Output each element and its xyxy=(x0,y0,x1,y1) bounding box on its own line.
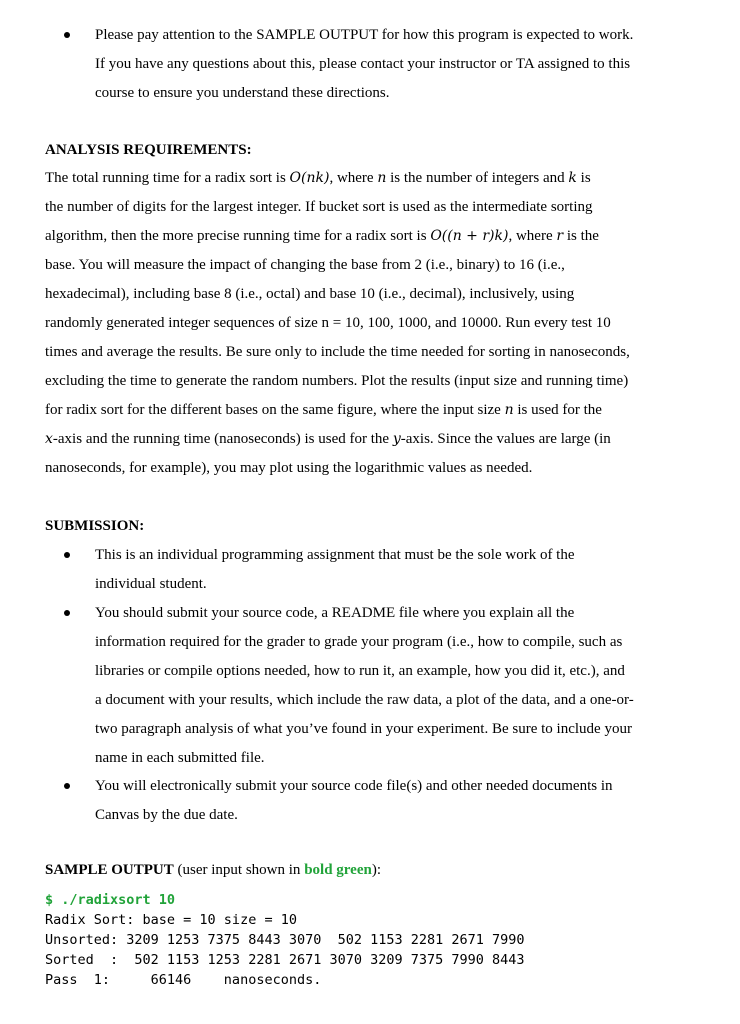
analysis-line: the number of digits for the largest integer. If bucket sort is used as the intermediate sorting xyxy=(45,199,593,215)
text-run: , where xyxy=(329,170,378,186)
intro-line: Please pay attention to the SAMPLE OUTPUT for how this program is expected to work. xyxy=(95,27,634,43)
analysis-line xyxy=(45,425,695,454)
submission-line: two paragraph analysis of what you’ve found in your experiment. Be sure to include your xyxy=(95,721,632,737)
analysis-line: randomly generated integer sequences of size n = 10, 100, 1000, and 10000. Run every test 10 xyxy=(45,315,611,331)
text-run: algorithm, then the more precise running time for a radix sort is xyxy=(45,228,431,244)
submission-line: name in each submitted file. xyxy=(95,750,265,766)
analysis-line: base. You will measure the impact of changing the base from 2 (i.e., binary) to 16 (i.e., xyxy=(45,257,565,273)
bullet-icon xyxy=(64,552,70,558)
sample-terminal-output xyxy=(45,890,525,990)
sample-output-title: SAMPLE OUTPUT xyxy=(45,862,174,878)
submission-line: a document with your results, which include the raw data, a plot of the data, and a one-or- xyxy=(95,692,634,708)
text-run: -axis and the running time (nanoseconds) is used for the xyxy=(52,431,393,447)
submission-line: You will electronically submit your source code file(s) and other needed documents in xyxy=(95,778,613,794)
text-run: ): xyxy=(371,862,382,878)
intro-line: If you have any questions about this, please contact your instructor or TA assigned to this xyxy=(95,56,631,72)
analysis-line: excluding the time to generate the random numbers. Plot the results (input size and running time) xyxy=(45,373,629,389)
sample-output-heading xyxy=(45,856,381,885)
submission-line: libraries or compile options needed, how to run it, an example, how you did it, etc.), and xyxy=(95,663,625,679)
text-run: The total running time for a radix sort is xyxy=(45,170,290,186)
intro-line: course to ensure you understand these directions. xyxy=(95,85,390,101)
analysis-line: hexadecimal), including base 8 (i.e., octal) and base 10 (i.e., decimal), inclusively, using xyxy=(45,286,575,302)
math-expression: y xyxy=(392,431,401,447)
math-expression: O((n + r)k) xyxy=(430,228,509,244)
analysis-paragraph xyxy=(45,164,695,483)
analysis-line xyxy=(45,396,695,425)
math-expression: k xyxy=(568,170,577,186)
submission-heading: SUBMISSION: xyxy=(45,518,145,534)
submission-line: This is an individual programming assignment that must be the sole work of the xyxy=(95,547,575,563)
submission-line: information required for the grader to grade your program (i.e., how to compile, such as xyxy=(95,634,623,650)
text-run: is the number of integers and xyxy=(386,170,569,186)
analysis-heading: ANALYSIS REQUIREMENTS: xyxy=(45,142,252,158)
terminal-line: Pass 1: 66146 nanoseconds. xyxy=(45,972,322,988)
terminal-line: Sorted : 502 1153 1253 2281 2671 3070 3209 7375 7990 8443 xyxy=(45,952,525,968)
math-expression: n xyxy=(377,170,387,186)
text-run: -axis. Since the values are large (in xyxy=(400,431,611,447)
submission-line: You should submit your source code, a README file where you explain all the xyxy=(95,605,575,621)
terminal-line: Radix Sort: base = 10 size = 10 xyxy=(45,912,297,928)
bullet-icon xyxy=(64,783,70,789)
math-expression: O(nk) xyxy=(289,170,330,186)
green-label: bold green xyxy=(304,862,372,878)
bullet-icon xyxy=(64,32,70,38)
text-run: is the xyxy=(563,228,599,244)
text-run: , where xyxy=(508,228,557,244)
terminal-command: $ ./radixsort 10 xyxy=(45,892,176,908)
math-expression: r xyxy=(556,228,564,244)
analysis-line xyxy=(45,164,695,193)
math-expression: x xyxy=(45,431,53,447)
text-run: (user input shown in xyxy=(173,862,305,878)
analysis-line: times and average the results. Be sure only to include the time needed for sorting in nanoseconds, xyxy=(45,344,630,360)
analysis-line xyxy=(45,222,695,251)
bullet-icon xyxy=(64,610,70,616)
text-run: for radix sort for the different bases on the same figure, where the input size xyxy=(45,402,505,418)
terminal-line: Unsorted: 3209 1253 7375 8443 3070 502 1153 2281 2671 7990 xyxy=(45,932,525,948)
text-run: is used for the xyxy=(513,402,602,418)
submission-line: Canvas by the due date. xyxy=(95,807,238,823)
math-expression: n xyxy=(504,402,514,418)
submission-line: individual student. xyxy=(95,576,207,592)
analysis-line: nanoseconds, for example), you may plot using the logarithmic values as needed. xyxy=(45,460,533,476)
text-run: is xyxy=(576,170,591,186)
